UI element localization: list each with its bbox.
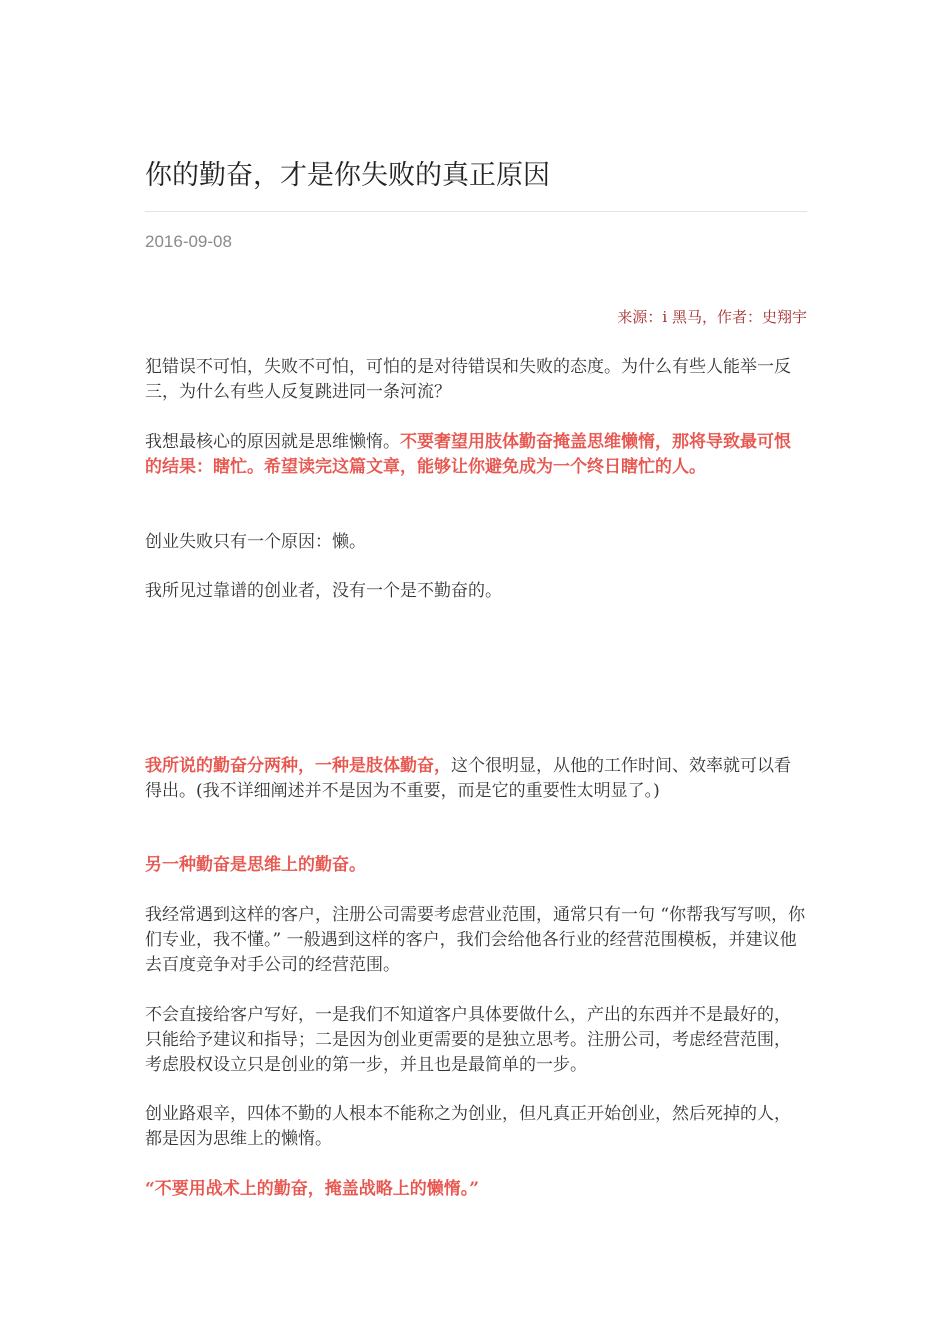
paragraph-7: 我经常遇到这样的客户，注册公司需要考虑营业范围，通常只有一句 “你帮我写写呗，你们专业，我不懂。” 一般遇到这样的客户，我们会给他各行业的经营范围模板，并建议他去百度竞争对手公司的经营范围。 [145, 905, 806, 975]
paragraph-3: 创业失败只有一个原因：懒。 [145, 532, 366, 552]
paragraph-2-highlight: 不要奢望用肢体勤奋掩盖思维懒惰，那将导致最可恨的结果：瞎忙。希望读完这篇文章，能够让你避免成为一个终日瞎忙的人。 [145, 432, 791, 477]
paragraph-4: 我所见过靠谱的创业者，没有一个是不勤奋的。 [145, 581, 502, 601]
paragraph-2-text: 我想最核心的原因就是思维懒惰。 [145, 432, 400, 452]
paragraph-6: 另一种勤奋是思维上的勤奋。 [145, 855, 366, 875]
paragraph-2 [145, 430, 807, 480]
source-credit: 来源：i 黑马，作者：史翔宇 [617, 308, 807, 326]
paragraph-10: “不要用战术上的勤奋，掩盖战略上的懒惰。” [145, 1179, 480, 1199]
article-title: 你的勤奋，才是你失败的真正原因 [145, 160, 550, 191]
paragraph-5-text: 这个很明显，从他的工作时间、效率就可以看得出。(我不详细阐述并不是因为不重要，而是它的重要性太明显了。) [145, 756, 791, 801]
paragraph-5 [145, 754, 807, 804]
paragraph-5-highlight: 我所说的勤奋分两种，一种是肢体勤奋， [145, 756, 451, 776]
title-divider [145, 211, 807, 212]
publish-date: 2016-09-08 [145, 232, 232, 251]
paragraph-1: 犯错误不可怕，失败不可怕，可怕的是对待错误和失败的态度。为什么有些人能举一反三，为什么有些人反复跳进同一条河流？ [145, 357, 791, 402]
paragraph-8: 不会直接给客户写好，一是我们不知道客户具体要做什么，产出的东西并不是最好的，只能给予建议和指导；二是因为创业更需要的是独立思考。注册公司，考虑经营范围，考虑股权设立只是创业的第一步，并且也是最简单的一步。 [145, 1005, 791, 1075]
paragraph-9: 创业路艰辛，四体不勤的人根本不能称之为创业，但凡真正开始创业，然后死掉的人，都是因为思维上的懒惰。 [145, 1104, 791, 1149]
